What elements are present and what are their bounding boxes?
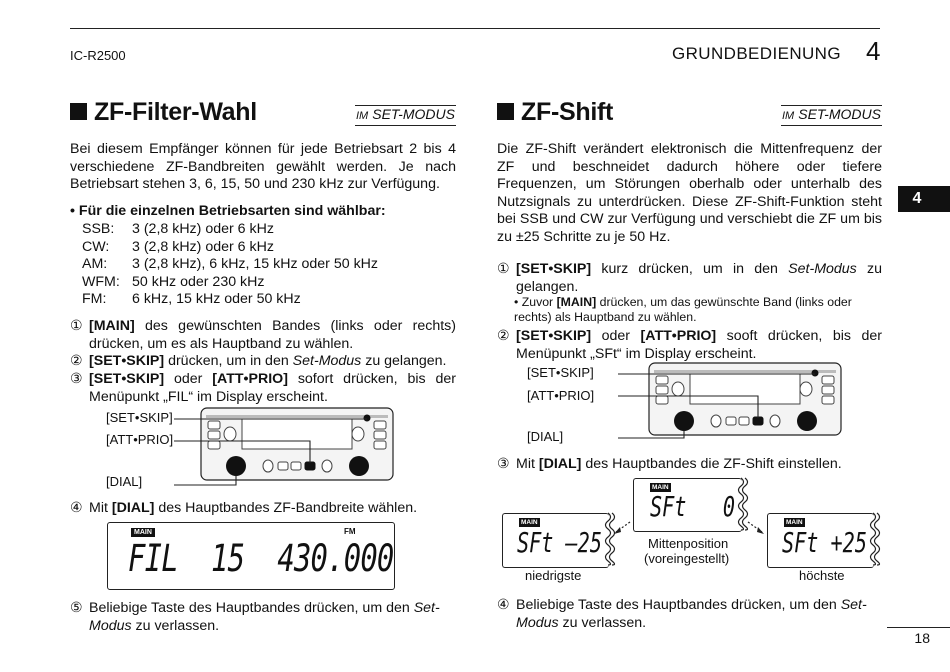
lcd-readout: SFt 0 (650, 490, 735, 523)
caption-highest: höchste (799, 568, 845, 583)
label-dial: [DIAL] (527, 429, 564, 444)
intro-paragraph-shift: Die ZF-Shift verändert elektronisch die Mittenfrequenz der ZF und beschneidet dadurch höhere oder tiefere Frequenzen, um Störungen oberhalb oder unterhalb des Nutzsignals zu unterdrücken. Diese ZF-Shift-Funktion steht bei SSB und CW zur Verfügung und verschiebt die ZF um bis zu ±25 Schritte zu je 50 Hz. (497, 141, 882, 245)
page-number: 18 (914, 630, 930, 646)
mode-row: WFM: 50 kHz oder 230 kHz (82, 273, 265, 290)
main-badge: MAIN (521, 519, 538, 526)
intro-paragraph: Bei diesem Empfänger können für jede Betriebsart 2 bis 4 verschiedene ZF-Bandbreiten gewählt werden. Je nach Betriebsart stehen 3, 6, 15, 50 und 230 kHz zur Verfügung. (70, 141, 456, 192)
right-step-3: ③ Mit [DIAL] des Hauptbandes die ZF-Shift einstellen. (497, 456, 842, 472)
mode-indicator: FM (344, 527, 356, 536)
right-step-4: ④ Beliebige Taste des Hauptbandes drücken, um den Set-Modus zu verlassen. (497, 597, 867, 631)
left-step-1: ① [MAIN] des gewünschten Bandes (links oder rechts) drücken, um es als Hauptband zu wählen. (70, 318, 456, 352)
modes-list (82, 221, 378, 309)
main-badge: MAIN (652, 484, 669, 491)
right-step-1: ① [SET•SKIP] kurz drücken, um in den Set-Modus zu gelangen. (497, 261, 882, 295)
caption-center-line1: Mittenposition (648, 536, 729, 551)
left-step-3: ③ [SET•SKIP] oder [ATT•PRIO] sofort drücken, bis der Menüpunkt „FIL“ im Display erscheint. (70, 371, 457, 405)
square-bullet-icon (497, 103, 514, 120)
radio-front-panel-diagram (170, 405, 400, 495)
footer-rule (887, 627, 950, 628)
header-rule (70, 28, 880, 29)
label-set-skip: [SET•SKIP] (527, 365, 594, 380)
label-dial: [DIAL] (106, 474, 143, 489)
list-heading: • Für die einzelnen Betriebsarten sind wählbar: (70, 203, 386, 219)
label-att-prio: [ATT•PRIO] (527, 388, 595, 403)
model-name: IC-R2500 (70, 48, 126, 63)
label-att-prio: [ATT•PRIO] (106, 432, 174, 447)
left-step-5: ⑤ Beliebige Taste des Hauptbandes drücken, um den Set-Modus zu verlassen. (70, 600, 440, 634)
section-title-zf-shift: ZF-Shift (497, 98, 613, 127)
lcd-readout: SFt +25 (782, 526, 867, 559)
caption-lowest: niedrigste (525, 568, 582, 583)
right-step-2: ② [SET•SKIP] oder [ATT•PRIO] sooft drücken, bis der Menüpunkt „SFt“ im Display erscheint. (497, 328, 882, 362)
chapter-number: 4 (866, 36, 881, 66)
mode-row: AM: 3 (2,8 kHz), 6 kHz, 15 kHz oder 50 kHz (82, 256, 379, 272)
chapter-title: GRUNDBEDIENUNG (671, 44, 841, 63)
set-modus-badge: IM SET-MODUS (355, 105, 456, 126)
lcd-readout: FIL 15 430.000 (128, 537, 394, 580)
square-bullet-icon (70, 103, 87, 120)
main-badge: MAIN (131, 528, 155, 537)
left-step-4: ④ Mit [DIAL] des Hauptbandes ZF-Bandbreite wählen. (70, 500, 418, 516)
chapter-tab: 4 (898, 186, 950, 212)
mode-row: FM: 6 kHz, 15 kHz oder 50 kHz (82, 291, 301, 307)
mode-row: CW: 3 (2,8 kHz) oder 6 kHz (82, 238, 274, 255)
lcd-decorations (500, 474, 885, 574)
lcd-readout: SFt –25 (517, 526, 602, 559)
label-set-skip: [SET•SKIP] (106, 410, 173, 425)
caption-center-line2: (voreingestellt) (644, 551, 730, 566)
main-badge: MAIN (786, 519, 803, 526)
set-modus-badge: IM SET-MODUS (781, 105, 882, 126)
radio-front-panel-diagram (618, 360, 848, 450)
left-step-2: ② [SET•SKIP] drücken, um in den Set-Modus zu gelangen. (70, 353, 447, 369)
right-step-1-note: • Zuvor [MAIN] drücken, um das gewünschte Band (links oder rechts) als Hauptband zu wählen. (514, 295, 852, 324)
section-title-zf-filter: ZF-Filter-Wahl (70, 98, 257, 127)
mode-row: SSB: 3 (2,8 kHz) oder 6 kHz (82, 221, 274, 237)
lcd-display-fil (107, 522, 395, 590)
